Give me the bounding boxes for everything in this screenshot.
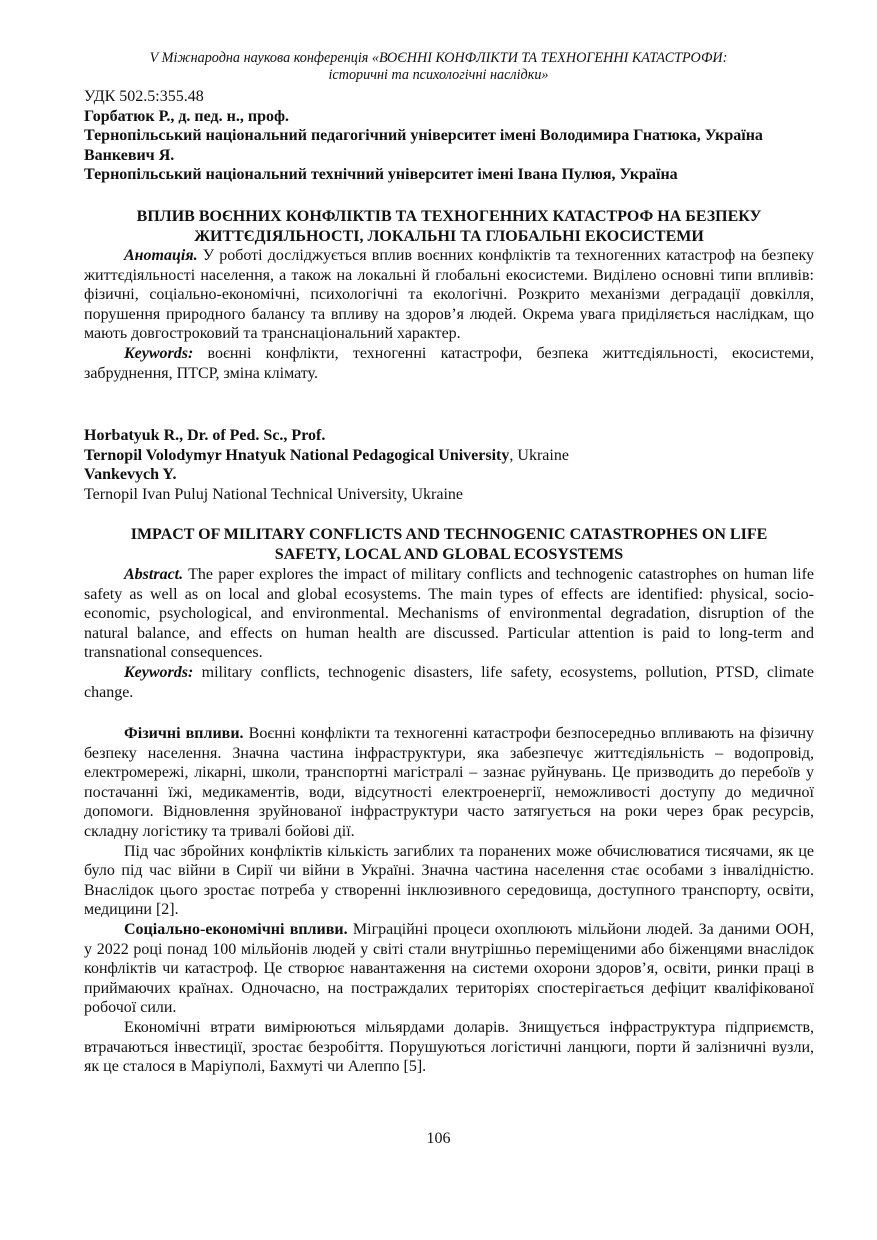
- ua-author1: Горбатюк Р., д. пед. н., проф.: [84, 107, 290, 125]
- ua-affiliation2: Тернопільський національний технічний університет імені Івана Пулюя, Україна: [84, 166, 678, 184]
- en-keywords-label: Keywords:: [124, 663, 194, 681]
- ua-abstract-label: Анотація.: [124, 247, 198, 264]
- ua-affiliation1: Тернопільський національний педагогічний університет імені Володимира Гнатюка, Україна: [84, 127, 763, 145]
- en-author-block: [84, 426, 814, 504]
- ua-abstract: [84, 246, 814, 344]
- socioeconomic-effects-heading: Соціально-економічні впливи.: [124, 920, 348, 938]
- en-abstract-text: The paper explores the impact of military conflicts and technogenic catastrophes on human life safety as well as on local and global ecosystems. The main types of effects are identified: physical, socio-economic, psychological, and environmental. Mechanisms of environmental degradation, disruption of the natural balance, and effects on human health are discussed. Particular attention is paid to long-term and transnational consequences.: [84, 566, 814, 662]
- en-author1-degree: Dr. of Ped. Sc., Prof.: [183, 427, 326, 444]
- en-affiliation2: Ternopil Ivan Puluj National Technical University, Ukraine: [84, 485, 463, 503]
- en-abstract-label: Abstract.: [124, 566, 184, 583]
- en-author1: [84, 426, 814, 446]
- page-number: 106: [426, 1130, 451, 1147]
- body-paragraph-physical: [84, 724, 814, 842]
- ua-abstract-block: [84, 246, 814, 383]
- physical-effects-text: Воєнні конфлікти та техногенні катастрофи безпосередньо впливають на фізичну безпеку населення. Значна частина інфраструктури, яка забезпечує життєдіяльність – водопровід, електромережі, лікарні, школи, транспортні магістралі – зазнає руйнувань. Це призводить до перебоїв у постачанні їжі, медикаментів, води, відсутності електроенергії, неможливості доступу до медичної допомоги. Відновлення зруйнованої інфраструктури часто затягується на роки через брак ресурсів, складну логістику та тривалі бойові дії.: [84, 725, 814, 840]
- body-paragraph-socioeconomic: [84, 920, 814, 1018]
- en-affiliation1-country: , Ukraine: [509, 446, 569, 464]
- en-title-line2: SAFETY, LOCAL AND GLOBAL ECOSYSTEMS: [274, 545, 624, 563]
- running-header-line1: V Міжнародна наукова конференція «ВОЄННІ КОНФЛІКТИ ТА ТЕХНОГЕННІ КАТАСТРОФИ:: [149, 50, 728, 66]
- ua-title: [84, 207, 814, 246]
- ua-author-block: [84, 87, 814, 185]
- en-keywords: [84, 663, 814, 702]
- en-title: [84, 525, 814, 564]
- physical-effects-heading: Фізичні впливи.: [124, 725, 244, 742]
- ua-abstract-text: У роботі досліджується вплив воєнних конфліктів та техногенних катастроф на безпеку життєдіяльності населення, а також на локальні й глобальні екосистеми. Виділено основні типи впливів: фізичні, соціально-економічні, психологічні та екологічні. Розкрито механізми деградації довкілля, порушення природного балансу та впливу на здоров’я людей. Окрема увага приділяється наслідкам, що мають довгостроковий та транснаціональний характер.: [84, 247, 814, 343]
- ua-keywords-label: Keywords:: [124, 344, 194, 362]
- en-affiliation1: [84, 446, 814, 466]
- body-paragraph-economic-losses: Економічні втрати вимірюються мільярдами доларів. Знищується інфраструктура підприємств, втрачаються інвестиції, зростає безробіття. Порушуються логістичні ланцюги, порти й залізничні вузли, як це сталося в Маріуполі, Бахмуті чи Алеппо [5].: [84, 1018, 814, 1076]
- en-author2: Vankevych Y.: [84, 466, 177, 484]
- ua-keywords-text: воєнні конфлікти, техногенні катастрофи, безпека життєдіяльності, екосистеми, забруднення, ПТСР, зміна клімату.: [84, 344, 814, 382]
- ua-title-line2: ЖИТТЄДІЯЛЬНОСТІ, ЛОКАЛЬНІ ТА ГЛОБАЛЬНІ ЕКОСИСТЕМИ: [194, 227, 704, 245]
- body-paragraph-casualties: Під час збройних конфліктів кількість загиблих та поранених може обчислюватися тисячами, як це було під час війни в Сирії чи війни в Україні. Значна частина населення стає особами з інвалідністю. Внаслідок цього зростає потреба у створенні інклюзивного середовища, доступного транспорту, освіти, медицини [2].: [84, 842, 814, 919]
- main-body: [84, 724, 814, 1077]
- en-abstract: [84, 565, 814, 663]
- socioeconomic-effects-text: Міграційні процеси охоплюють мільйони людей. За даними ООН, у 2022 році понад 100 мільйонів людей у світі стали внутрішньо переміщеними або біженцями внаслідок конфліктів чи катастроф. Це створює навантаження на системи охорони здоров’я, освіти, ринки праці в приймаючих країнах. Одночасно, на постраждалих територіях спостерігається дефіцит кваліфікованої робочої сили.: [84, 920, 815, 1017]
- ua-author2: Ванкевич Я.: [84, 146, 175, 164]
- udk-code: УДК 502.5:355.48: [84, 88, 204, 105]
- ua-keywords: [84, 344, 814, 383]
- en-author1-name: Horbatyuk R.,: [84, 427, 184, 444]
- running-header: [60, 50, 817, 84]
- en-title-line1: IMPACT OF MILITARY CONFLICTS AND TECHNOGENIC CATASTROPHES ON LIFE: [130, 526, 768, 543]
- ua-title-line1: ВПЛИВ ВОЄННИХ КОНФЛІКТІВ ТА ТЕХНОГЕННИХ КАТАСТРОФ НА БЕЗПЕКУ: [136, 208, 762, 225]
- running-header-line2: історичні та психологічні наслідки»: [328, 67, 549, 83]
- en-abstract-block: [84, 565, 814, 702]
- en-keywords-text: military conflicts, technogenic disasters, life safety, ecosystems, pollution, PTSD, climate change.: [84, 663, 814, 701]
- en-affiliation1-name: Ternopil Volodymyr Hnatyuk National Pedagogical University: [84, 446, 510, 464]
